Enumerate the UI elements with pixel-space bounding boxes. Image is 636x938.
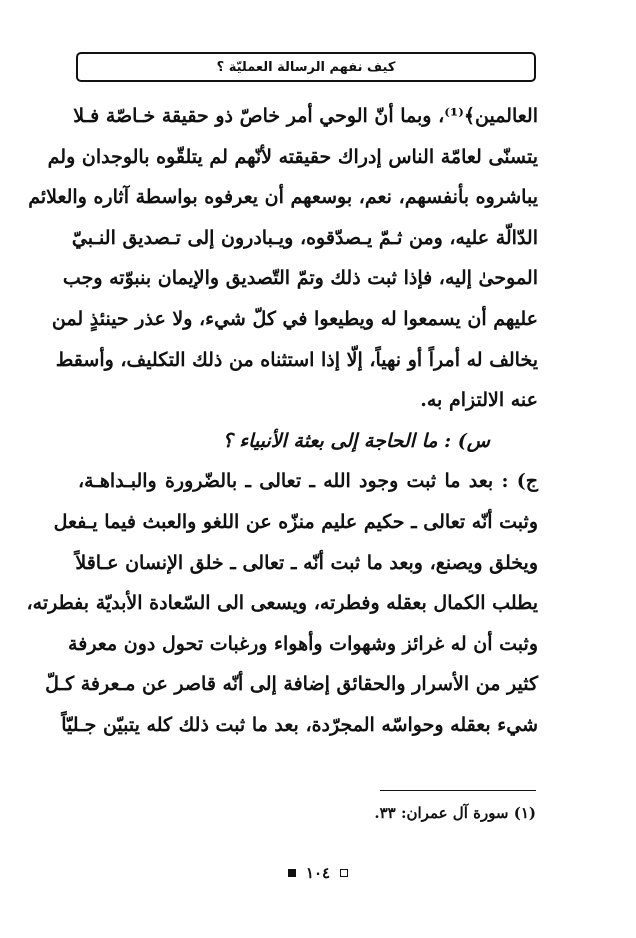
answer-line: يطلب الكمال بعقله وفطرته، ويسعى الى السّعادة الأبديّة بفطرته، — [26, 592, 538, 615]
header-title: كيف نفهم الرسالة العمليّة ؟ — [216, 59, 396, 75]
answer-line: شيء بعقله وحواسّه المجرّدة، بعد ما ثبت ذلك كله يتبيّن جـليّاً — [61, 713, 538, 736]
answer-line: ج) : بعد ما ثبت وجود الله ـ تعالى ـ بالضّرورة والبـداهـة، — [78, 470, 538, 493]
answer-line: ويخلق ويصنع، وبعد ما ثبت أنّه ـ تعالى ـ خلق الإنسان عـاقلاً — [75, 551, 538, 574]
text-line: يخالف له أمراً أو نهياً، إلّا إذا استثناه من ذلك التكليف، وأسقط — [55, 348, 538, 371]
footnote: (١) سورة آل عمران: ٣٣. — [374, 804, 536, 822]
text-line: يتسنّى لعامّة الناس إدراك حقيقته لأنّهم لم يتلقّوه بالوجدان ولم — [47, 145, 538, 168]
running-header — [76, 52, 536, 82]
page-footer — [260, 862, 376, 884]
question-heading: س) : ما الحاجة إلى بعثة الأنبياء ؟ — [222, 429, 490, 452]
text-line: العالمين﴾⁽¹⁾، وبما أنّ الوحي أمر خاصّ ذو حقيقة خـاصّة فـلا — [73, 105, 538, 127]
body-text — [26, 96, 538, 746]
answer-line: كثير من الأسرار والحقائق إضافة إلى أنّه قاصر عن مـعرفة كـلّ — [45, 673, 538, 696]
page-number: ١٠٤ — [305, 864, 331, 882]
hollow-square-icon — [340, 869, 348, 877]
filled-square-icon — [288, 869, 296, 877]
text-line: الدّالّة عليه، ومن ثـمّ يـصدّقوه، ويـبادرون إلى تـصديق النـبيّ — [71, 226, 538, 249]
text-line: عنه الالتزام به. — [420, 389, 538, 412]
text-line: الموحىٰ إليه، فإذا ثبت ذلك وتمّ التّصديق والإيمان بنبوّته وجب — [62, 267, 538, 290]
answer-line: وثبت أن له غرائز وشهوات وأهواء ورغبات تحول دون معرفة — [68, 632, 538, 655]
answer-line: وثبت أنّه تعالى ـ حكيم عليم منزّه عن اللغو والعبث فيما يـفعل — [53, 510, 538, 533]
text-line: يباشروه بأنفسهم، نعم، بوسعهم أن يعرفوه بواسطة آثاره والعلائم — [28, 186, 538, 209]
footnote-divider — [380, 790, 536, 791]
text-line: عليهم أن يسمعوا له ويطيعوا في كلّ شيء، ولا عذر حينئذٍ لمن — [51, 307, 538, 330]
